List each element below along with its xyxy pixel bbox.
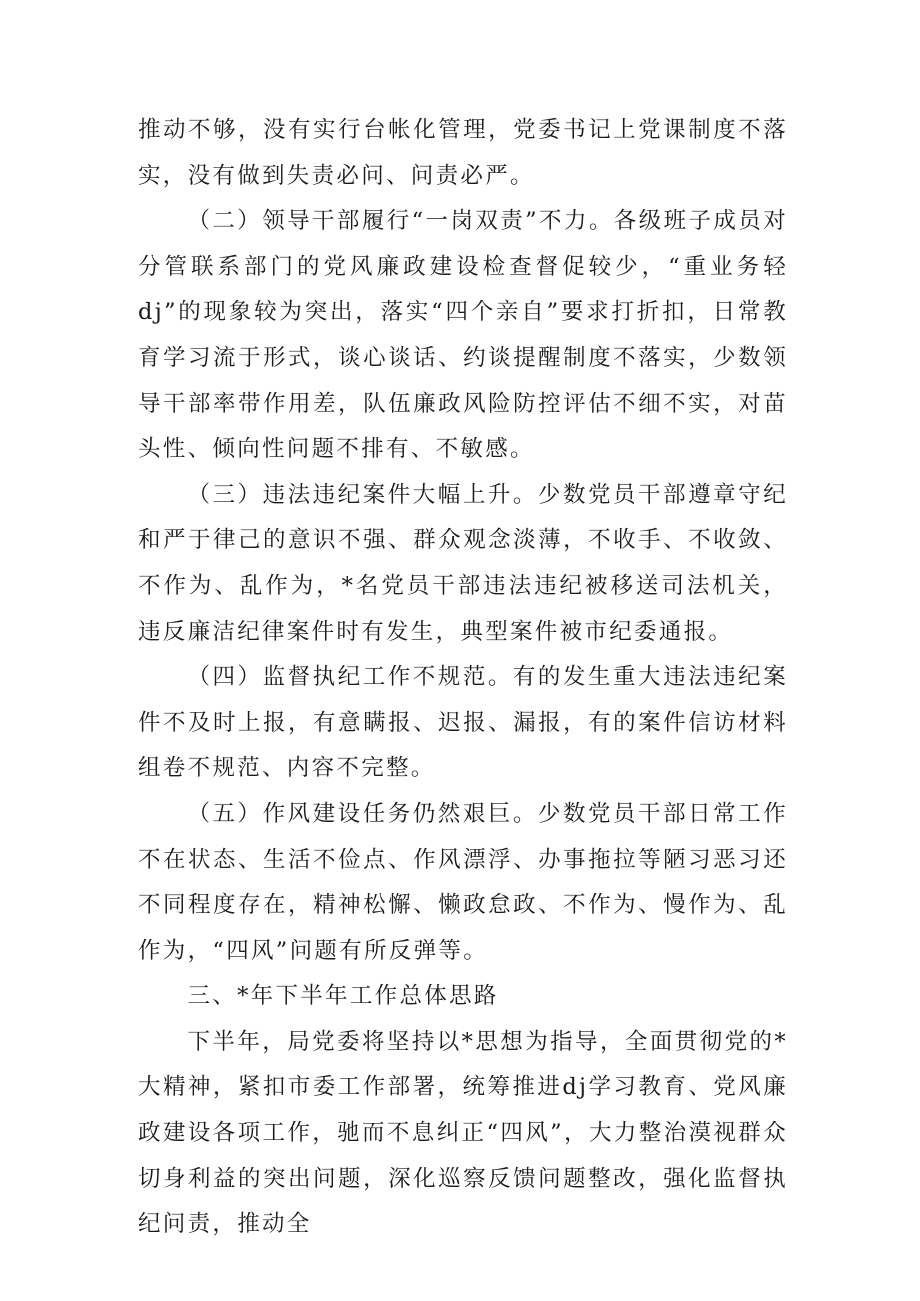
paragraph-work-style: （五）作风建设任务仍然艰巨。少数党员干部日常工作不在状态、生活不俭点、作风漂浮、办事拖拉等陋习恶习还不同程度存在，精神松懈、懒政怠政、不作为、慢作为、乱作为，“四风”问题有所反弹等。 bbox=[138, 800, 788, 964]
paragraph-continuation: 推动不够，没有实行台帐化管理，党委书记上党课制度不落实，没有做到失责必问、问责必严。 bbox=[138, 117, 788, 189]
paragraph-violation-cases: （三）违法违纪案件大幅上升。少数党员干部遵章守纪和严于律己的意识不强、群众观念淡薄，不收手、不收敛、不作为、乱作为，*名党员干部违法违纪被移送司法机关，违反廉洁纪律案件时有发生，典型案件被市纪委通报。 bbox=[138, 481, 788, 645]
document-body bbox=[138, 108, 788, 1248]
section-heading: 三、*年下半年工作总体思路 bbox=[187, 983, 499, 1010]
paragraph-leadership-duties: （二）领导干部履行“一岗双责”不力。各级班子成员对分管联系部门的党风廉政建设检查督促较少，“重业务轻dj”的现象较为突出，落实“四个亲自”要求打折扣，日常教育学习流于形式，谈心谈话、约谈提醒制度不落实，少数领导干部率带作用差，队伍廉政风险防控评估不细不实，对苗头性、倾向性问题不排有、不敏感。 bbox=[138, 208, 788, 463]
paragraph-second-half-plan: 下半年，局党委将坚持以*思想为指导，全面贯彻党的*大精神，紧扣市委工作部署，统筹推进dj学习教育、党风廉政建设各项工作，驰而不息纠正“四风”，大力整治漠视群众切身利益的突出问题，深化巡察反馈问题整改，强化监督执纪问责，推动全 bbox=[138, 1028, 788, 1238]
paragraph-supervision: （四）监督执纪工作不规范。有的发生重大违法违纪案件不及时上报，有意瞒报、迟报、漏报，有的案件信访材料组卷不规范、内容不完整。 bbox=[138, 664, 788, 782]
